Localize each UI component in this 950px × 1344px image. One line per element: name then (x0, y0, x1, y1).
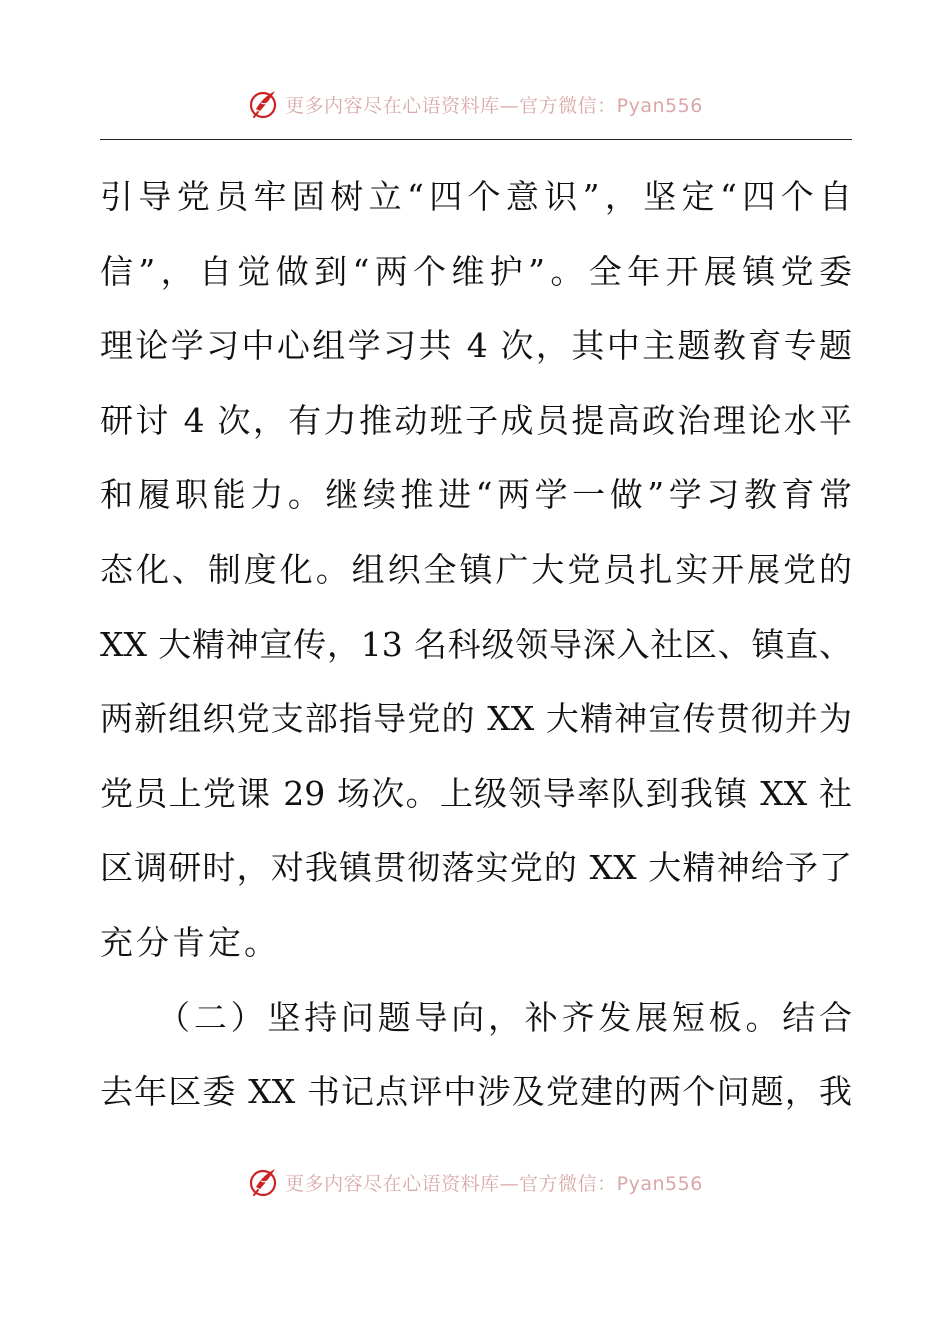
watermark-id: Pyan556 (616, 94, 703, 117)
document-body (100, 160, 852, 1130)
text-line: 研讨 4 次，有力推动班子成员提高政治理论水平 (100, 400, 852, 440)
section-heading-line: （二）坚持问题导向，补齐发展短板。结合 (100, 997, 852, 1037)
header-watermark (0, 84, 950, 124)
text-line: 信”，自觉做到“两个维护”。全年开展镇党委 (100, 251, 852, 291)
watermark-id: Pyan556 (616, 1172, 703, 1195)
text-line: 充分肯定。 (100, 922, 280, 962)
quill-seal-icon (247, 87, 281, 121)
text-line: 理论学习中心组学习共 4 次，其中主题教育专题 (100, 326, 852, 366)
header-divider (100, 139, 852, 140)
footer-watermark (0, 1162, 950, 1202)
watermark-text: 更多内容尽在心语资料库—官方微信：Pyan556 (285, 1172, 703, 1195)
text-line: 态化、制度化。组织全镇广大党员扎实开展党的 (100, 549, 852, 589)
text-line: 和履职能力。继续推进“两学一做”学习教育常 (100, 475, 852, 515)
text-line: XX 大精神宣传，13 名科级领导深入社区、镇直、 (100, 624, 852, 664)
text-line: 党员上党课 29 场次。上级领导率队到我镇 XX 社 (100, 773, 852, 813)
text-line: 引导党员牢固树立“四个意识”，坚定“四个自 (100, 177, 852, 216)
watermark-text: 更多内容尽在心语资料库—官方微信：Pyan556 (285, 94, 703, 117)
text-line: 去年区委 XX 书记点评中涉及党建的两个问题，我 (100, 1072, 852, 1112)
text-line: 两新组织党支部指导党的 XX 大精神宣传贯彻并为 (100, 699, 852, 739)
quill-seal-icon (247, 1165, 281, 1199)
text-line: 区调研时，对我镇贯彻落实党的 XX 大精神给予了 (100, 848, 852, 888)
